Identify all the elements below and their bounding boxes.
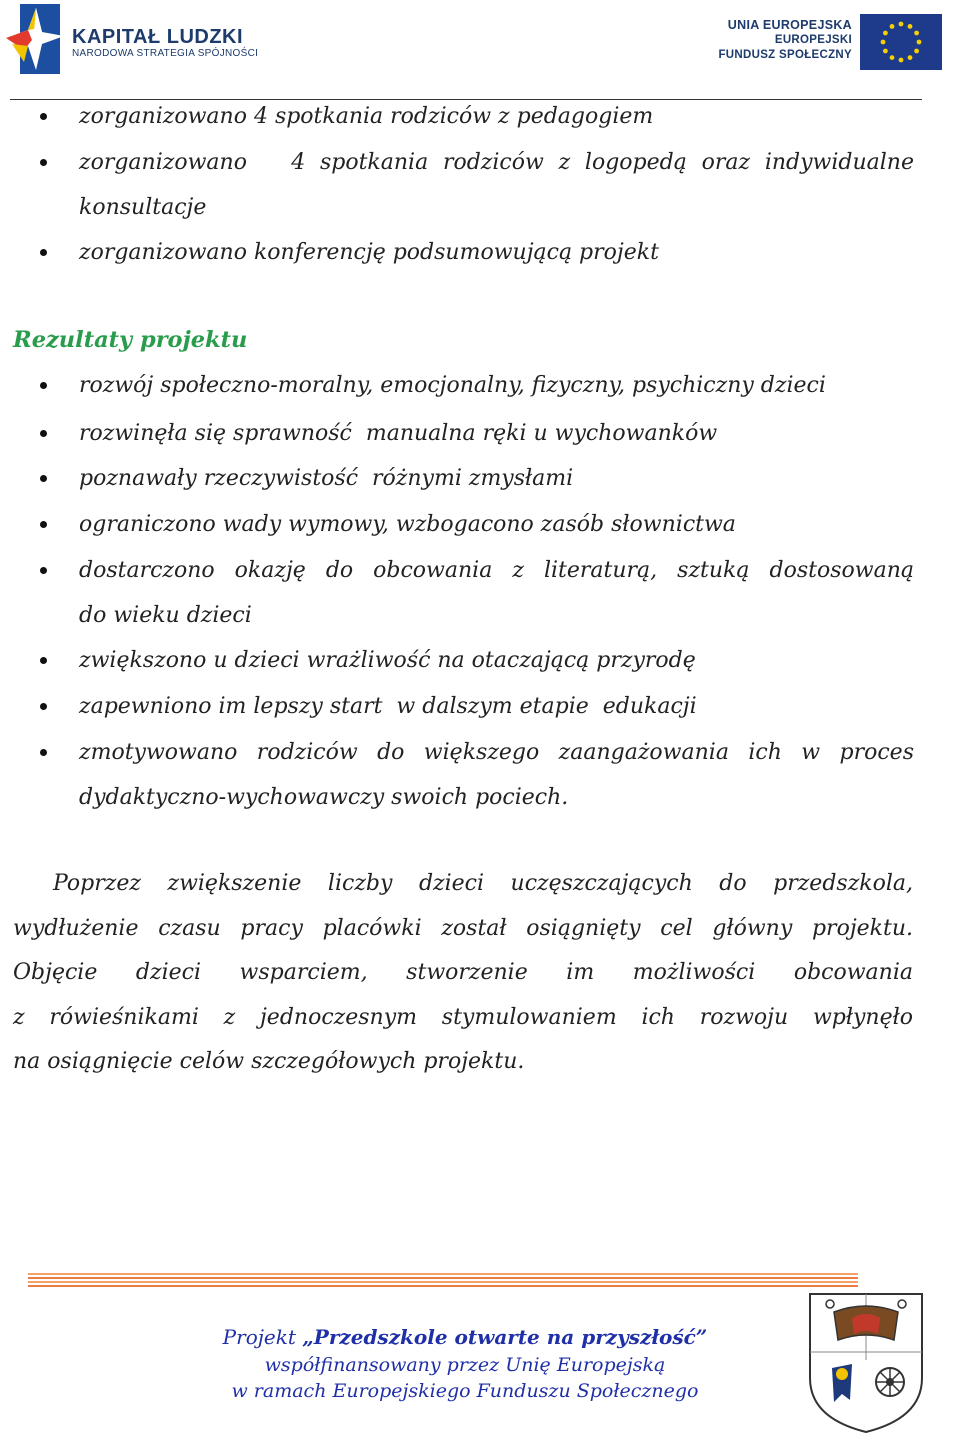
footer-stripes — [28, 1273, 858, 1289]
bullet-icon — [40, 567, 47, 574]
kapital-ludzki-star-logo — [6, 0, 66, 76]
paragraph-line: Poprzez zwiększenie liczby dzieci uczęszczających do przedszkola, — [53, 871, 913, 896]
eu-wordmark — [718, 18, 852, 63]
list-item-text: do wieku dzieci — [79, 603, 252, 628]
list-item-text: dostarczono okazję do obcowania z literaturą, sztuką dostosowaną — [79, 558, 914, 583]
list-item-text: rozwinęła się sprawność manualna ręki u wychowanków — [79, 421, 718, 446]
footer-cofinanced-line: współfinansowany przez Unię Europejską — [264, 1354, 666, 1376]
bullet-icon — [40, 430, 47, 437]
list-item-text: zorganizowano 4 spotkania rodziców z pedagogiem — [79, 104, 654, 129]
paragraph-line: Objęcie dzieci wsparciem, stworzenie im możliwości obcowania — [13, 960, 913, 985]
list-item-text: konsultacje — [79, 195, 207, 220]
list-item-text: rozwój społeczno-moralny, emocjonalny, fizyczny, psychiczny dzieci — [79, 373, 826, 398]
bullet-icon — [40, 159, 47, 166]
footer-project-line — [150, 1322, 780, 1352]
bullet-icon — [40, 475, 47, 482]
eu-line-2: EUROPEJSKI — [774, 34, 852, 46]
paragraph-line: z rówieśnikami z jednoczesnym stymulowaniem ich rozwoju wpłynęło — [13, 1004, 913, 1030]
list-item-text: zorganizowano konferencję podsumowującą projekt — [79, 240, 659, 265]
page-header — [0, 0, 960, 100]
bullet-icon — [40, 521, 47, 528]
list-item-text: zmotywowano rodziców do większego zaangażowania ich w proces — [79, 740, 914, 765]
list-item-text: zapewniono im lepszy start w dalszym etapie edukacji — [79, 694, 697, 719]
list-item-text: zorganizowano 4 spotkania rodziców z logopedą oraz indywidualne — [79, 150, 914, 175]
bullet-icon — [40, 113, 47, 120]
footer-project-prefix: Projekt — [222, 1325, 303, 1349]
footer-project-info — [150, 1322, 780, 1404]
bullet-icon — [40, 249, 47, 256]
paragraph-line: na osiągnięcie celów szczegółowych projektu. — [13, 1049, 525, 1074]
footer-fund-line: w ramach Europejskiego Funduszu Społecznego — [231, 1380, 699, 1402]
footer-project-name: „Przedszkole otwarte na przyszłość” — [302, 1325, 708, 1349]
coat-of-arms-icon — [806, 1290, 926, 1436]
bullet-icon — [40, 749, 47, 756]
kapital-ludzki-wordmark — [72, 26, 258, 60]
list-item-text: dydaktyczno-wychowawczy swoich pociech. — [79, 785, 569, 810]
bullet-icon — [40, 657, 47, 664]
bullet-icon — [40, 703, 47, 710]
bullet-icon — [40, 382, 47, 389]
list-item-text: ograniczono wady wymowy, wzbogacono zasób słownictwa — [79, 512, 736, 537]
logo-subtitle: NARODOWA STRATEGIA SPÓJNOŚCI — [72, 48, 259, 59]
paragraph-line: wydłużenie czasu pracy placówki został osiągnięty cel główny projektu. — [13, 915, 913, 941]
list-item-text: poznawały rzeczywistość różnymi zmysłami — [79, 466, 574, 491]
eu-flag-icon — [860, 14, 942, 70]
eu-line-3: FUNDUSZ SPOŁECZNY — [718, 49, 852, 61]
eu-line-1: UNIA EUROPEJSKA — [727, 18, 852, 32]
logo-title: KAPITAŁ LUDZKI — [72, 26, 244, 48]
summary-paragraph — [13, 862, 913, 1085]
list-item-text: zwiększono u dzieci wrażliwość na otaczającą przyrodę — [79, 648, 696, 673]
results-heading: Rezultaty projektu — [13, 327, 248, 353]
